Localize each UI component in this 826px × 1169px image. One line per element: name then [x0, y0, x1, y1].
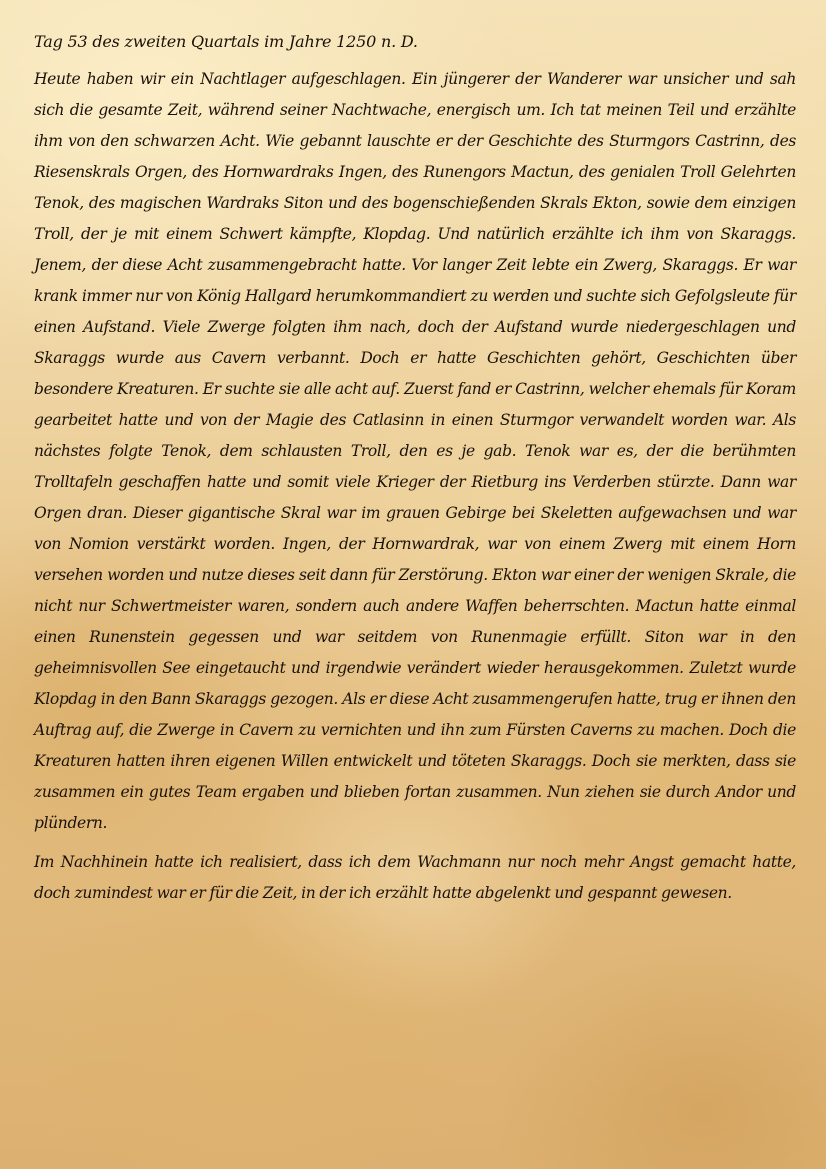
entry-paragraph-closing: Im Nachhinein hatte ich realisiert, dass ich dem Wachmann nur noch mehr Angst gemacht hatte, doch zumindest war er für die Zeit, in der ich erzählt hatte abgelenkt und gespannt gewesen. — [34, 853, 796, 902]
journal-entry — [34, 30, 796, 917]
entry-paragraph-main: Heute haben wir ein Nachtlager aufgeschlagen. Ein jüngerer der Wanderer war unsicher und sah sich die gesamte Zeit, während seiner Nachtwache, energisch um. Ich tat meinen Teil und erzählte ihm von den schwarzen Acht. Wie gebannt lauschte er der Geschichte des Sturmgors Castrinn, des Riesenskrals Orgen, des Hornwardraks Ingen, des Runengors Mactun, des genialen Troll Gelehrten Tenok, des magischen Wardraks Siton und des bogenschießenden Skrals Ekton, sowie dem einzigen Troll, der je mit einem Schwert kämpfte, Klopdag. Und natürlich erzählte ich ihm von Skaraggs. Jenem, der diese Acht zusammengebracht hatte. Vor langer Zeit lebte ein Zwerg, Skaraggs. Er war krank immer nur von König Hallgard herumkommandiert zu werden und suchte sich Gefolgsleute für einen Aufstand. Viele Zwerge folgten ihm nach, doch der Aufstand wurde niedergeschlagen und Skaraggs wurde aus Cavern verbannt. Doch er hatte Geschichten gehört, Geschichten über besondere Kreaturen. Er suchte sie alle acht auf. Zuerst fand er Castrinn, welcher ehemals für Koram gearbeitet hatte und von der Magie des Catlasinn in einen Sturmgor verwandelt worden war. Als nächstes folgte Tenok, dem schlausten Troll, den es je gab. Tenok war es, der die berühmten Trolltafeln geschaffen hatte und somit viele Krieger der Rietburg ins Verderben stürzte. Dann war Orgen dran. Dieser gigantische Skral war im grauen Gebirge bei Skeletten aufgewachsen und war von Nomion verstärkt worden. Ingen, der Hornwardrak, war von einem Zwerg mit einem Horn versehen worden und nutze dieses seit dann für Zerstörung. Ekton war einer der wenigen Skrale, die nicht nur Schwertmeister waren, sondern auch andere Waffen beherrschten. Mactun hatte einmal einen Runenstein gegessen und war seitdem von Runenmagie erfüllt. Siton war in den geheimnisvollen See eingetaucht und irgendwie verändert wieder herausgekommen. Zuletzt wurde Klopdag in den Bann Skaraggs gezogen. Als er diese Acht zusammengerufen hatte, trug er ihnen den Auftrag auf, die Zwerge in Cavern zu vernichten und ihn zum Fürsten Caverns zu machen. Doch die Kreaturen hatten ihren eigenen Willen entwickelt und töteten Skaraggs. Doch sie merkten, dass sie zusammen ein gutes Team ergaben und blieben fortan zusammen. Nun ziehen sie durch Andor und plündern. — [34, 70, 796, 832]
entry-date-heading: Tag 53 des zweiten Quartals im Jahre 1250 n. D. — [34, 32, 418, 51]
